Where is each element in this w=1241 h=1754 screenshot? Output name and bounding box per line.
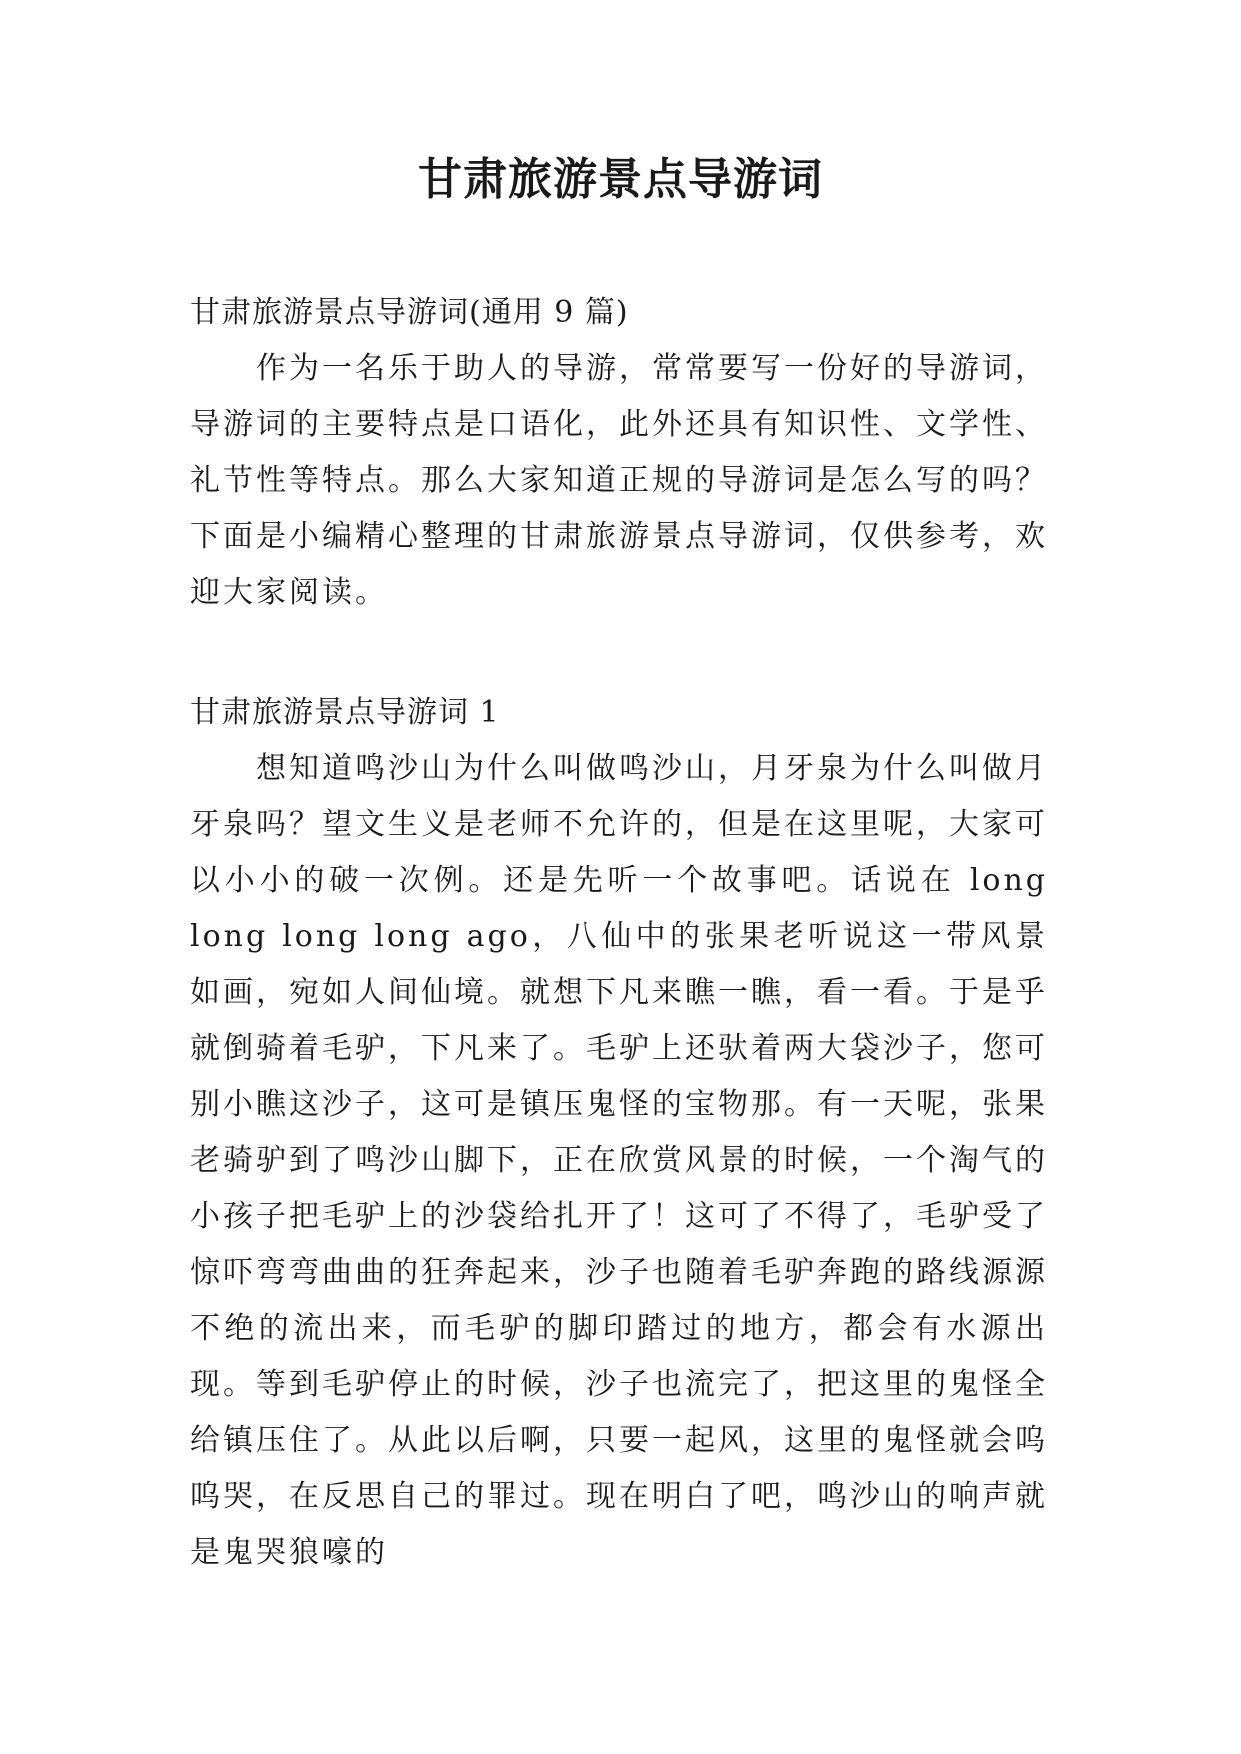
section-spacer bbox=[190, 621, 1048, 685]
section-heading: 甘肃旅游景点导游词 1 bbox=[190, 695, 500, 730]
document-subtitle: 甘肃旅游景点导游词(通用 9 篇) bbox=[190, 295, 629, 330]
document-title: 甘肃旅游景点导游词 bbox=[418, 154, 823, 205]
intro-paragraph: 作为一名乐于助人的导游，常常要写一份好的导游词，导游词的主要特点是口语化，此外还具有知识性、文学性、礼节性等特点。那么大家知道正规的导游词是怎么写的吗？下面是小编精心整理的甘肃旅游景点导游词，仅供参考，欢迎大家阅读。 bbox=[190, 351, 1048, 610]
section-paragraph: 想知道鸣沙山为什么叫做鸣沙山，月牙泉为什么叫做月牙泉吗？望文生义是老师不允许的，但是在这里呢，大家可以小小的破一次例。还是先听一个故事吧。话说在 long long long long ago，八仙中的张果老听说这一带风景如画，宛如人间仙境。就想下凡来瞧一瞧，看一看。于是乎就倒骑着毛驴，下凡来了。毛驴上还驮着两大袋沙子，您可别小瞧这沙子，这可是镇压鬼怪的宝物那。有一天呢，张果老骑驴到了鸣沙山脚下，正在欣赏风景的时候，一个淘气的小孩子把毛驴上的沙袋给扎开了！这可了不得了，毛驴受了惊吓弯弯曲曲的狂奔起来，沙子也随着毛驴奔跑的路线源源不绝的流出来，而毛驴的脚印踏过的地方，都会有水源出现。等到毛驴停止的时候，沙子也流完了，把这里的鬼怪全给镇压住了。从此以后啊，只要一起风，这里的鬼怪就会呜呜哭，在反思自己的罪过。现在明白了吧，鸣沙山的响声就是鬼哭狼嚎的 bbox=[190, 751, 1048, 1570]
document-body bbox=[190, 285, 1048, 1581]
